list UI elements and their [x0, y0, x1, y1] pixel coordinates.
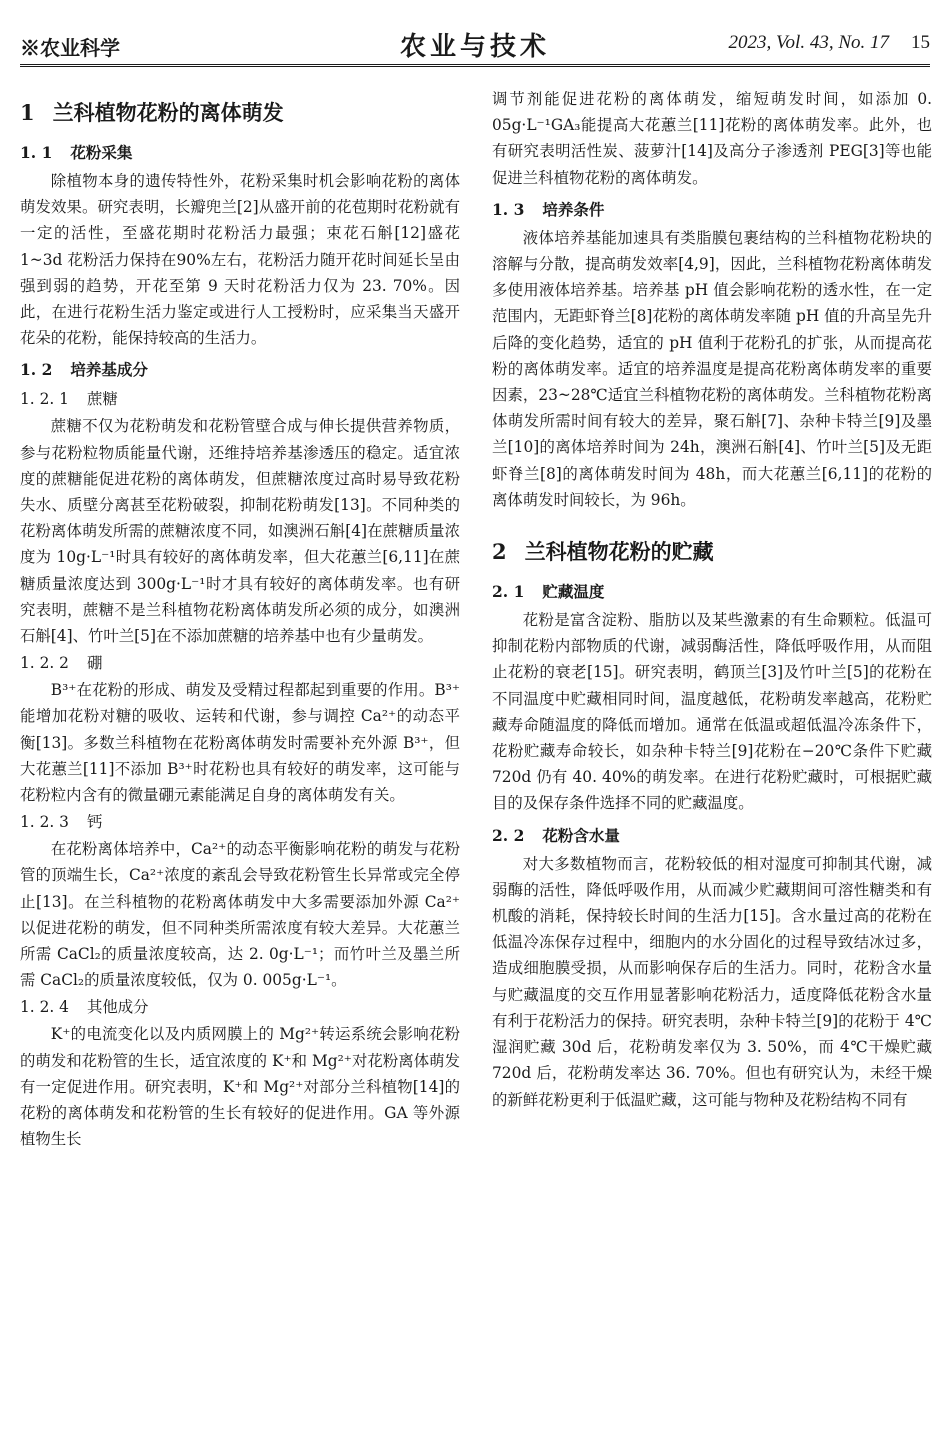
subsubsection-number: 1. 2. 2 — [20, 654, 69, 673]
page-number: 15 — [911, 32, 930, 53]
subsection-title: 花粉含水量 — [542, 825, 620, 845]
paragraph: 花粉是富含淀粉、脂肪以及某些激素的有生命颗粒。低温可抑制花粉内部物质的代谢，减弱酶活性，降低呼吸作用，从而阻止花粉的衰老[15]。研究表明，鹤顶兰[3]及竹叶兰[5]的花粉在不同温度中贮藏相同时间，温度越低，花粉萌发率越高，花粉贮藏寿命随温度的降低而增加。通常在低温或超低温冷冻条件下，花粉贮藏寿命较长，如杂种卡特兰[9]花粉在−20℃条件下贮藏 720d 仍有 40. 40%的萌发率。在进行花粉贮藏时，可根据贮藏目的及保存条件选择不同的贮藏温度。 — [492, 611, 932, 813]
subsubsection-title: 蔗糖 — [86, 390, 118, 409]
subsection-heading-1-1 — [20, 138, 460, 168]
subsubsection-heading-1-2-4 — [20, 993, 460, 1021]
paragraph: 对大多数植物而言，花粉较低的相对湿度可抑制其代谢，减弱酶的活性，降低呼吸作用，从而减少贮藏期间可溶性糖类和有机酸的消耗，保持较长时间的生活力[15]。含水量过高的花粉在低温冷冻保存过程中，细胞内的水分固化的过程导致结冰过多，造成细胞膜受损，从而影响保存后的生活力。同时，花粉含水量与贮藏温度的交互作用显著影响花粉活力，适度降低花粉含水量有利于花粉活力的保持。研究表明，杂种卡特兰[9]的花粉于 4℃湿润贮藏 30d 后，花粉萌发率仅为 3. 50%，而 4℃干燥贮藏 720d 后，花粉萌发率达 36. 70%。但也有研究认为，未经干燥的新鲜花粉更利于低温贮藏，这可能与物种及花粉结构不同有 — [492, 854, 932, 1109]
subsubsection-number: 1. 2. 1 — [20, 390, 69, 409]
issue-text: 2023, Vol. 43, No. 17 — [728, 32, 889, 53]
subsubsection-title: 其他成分 — [86, 998, 149, 1017]
subsection-heading-1-2 — [20, 355, 460, 385]
subsection-heading-2-2 — [492, 821, 932, 851]
section-heading-2 — [492, 535, 932, 569]
subsubsection-heading-1-2-1 — [20, 385, 460, 413]
paragraph-continued: 调节剂能促进花粉的离体萌发，缩短萌发时间，如添加 0. 05g·L⁻¹GA₃能提高大花蕙兰[11]花粉的离体萌发率。此外，也有研究表明活性炭、菠萝汁[14]及高分子渗透剂 PEG[3]等也能促进兰科植物花粉的离体萌发。 — [492, 90, 932, 187]
subsection-heading-1-3 — [492, 195, 932, 225]
subsection-heading-2-1 — [492, 577, 932, 607]
running-header — [20, 26, 930, 62]
subsection-title: 培养基成分 — [70, 360, 148, 380]
subsection-title: 贮藏温度 — [542, 582, 605, 602]
subsection-number: 1. 1 — [20, 143, 53, 162]
header-rule — [20, 64, 930, 67]
subsubsection-title: 硼 — [86, 654, 103, 673]
subsection-title: 培养条件 — [542, 199, 605, 219]
paragraph: B³⁺在花粉的形成、萌发及受精过程都起到重要的作用。B³⁺能增加花粉对糖的吸收、运转和代谢，参与调控 Ca²⁺的动态平衡[13]。多数兰科植物在花粉离体萌发时需要补充外源 B³⁺，但大花蕙兰[11]不添加 B³⁺时花粉也具有较好的萌发率，这可能与花粉粒内含有的微量硼元素能满足自身的离体萌发有关。 — [20, 681, 460, 805]
section-title: 兰科植物花粉的贮藏 — [524, 539, 714, 565]
paragraph: K⁺的电流变化以及内质网膜上的 Mg²⁺转运系统会影响花粉的萌发和花粉管的生长，适宜浓度的 K⁺和 Mg²⁺对花粉离体萌发有一定促进作用。研究表明，K⁺和 Mg²⁺对部分兰科植物[14]的花粉的离体萌发和花粉管的生长有较好的促进作用。GA 等外源植物生长 — [20, 1025, 460, 1149]
header-section-label: ※农业科学 — [20, 36, 120, 60]
header-issue-info — [729, 32, 930, 54]
subsubsection-title: 钙 — [86, 813, 103, 832]
subsubsection-heading-1-2-2 — [20, 649, 460, 677]
paragraph: 液体培养基能加速具有类脂膜包裹结构的兰科植物花粉块的溶解与分散，提高萌发效率[4,9]，因此，兰科植物花粉离体萌发多使用液体培养基。培养基 pH 值会影响花粉的透水性，在一定范围内，无距虾脊兰[8]花粉的离体萌发率随 pH 值的升高呈先升后降的变化趋势，适宜的 pH 值利于花粉孔的扩张，从而提高花粉的离体萌发率。适宜的培养温度是提高花粉离体萌发率的重要因素，23~28℃适宜兰科植物花粉的离体萌发。兰科植物花粉离体萌发所需时间有较大的差异，聚石斛[7]、杂种卡特兰[9]及墨兰[10]的离体培养时间为 24h，澳洲石斛[4]、竹叶兰[5]及无距虾脊兰[8]的离体萌发时间为 48h，而大花蕙兰[6,11]的花粉的离体萌发时间较长，为 96h。 — [492, 228, 932, 509]
spacer — [492, 513, 932, 525]
subsection-number: 1. 3 — [492, 199, 525, 219]
subsection-title: 花粉采集 — [70, 143, 133, 162]
subsection-number: 2. 2 — [492, 825, 525, 845]
journal-title: 农业与技术 — [399, 32, 550, 62]
paragraph: 除植物本身的遗传特性外，花粉采集时机会影响花粉的离体萌发效果。研究表明，长瓣兜兰[2]从盛开前的花苞期时花粉就有一定的活性，至盛花期时花粉活力最强；束花石斛[12]盛花 1~3d 花粉活力保持在90%左右，花粉活力随开花时间延长呈由强到弱的趋势，开花至第 9 天时花粉活力仅为 23. 70%。因此，在进行花粉生活力鉴定或进行人工授粉时，应采集当天盛开花朵的花粉，能保持较高的生活力。 — [20, 172, 460, 348]
subsubsection-number: 1. 2. 4 — [20, 998, 69, 1017]
subsubsection-number: 1. 2. 3 — [20, 813, 69, 832]
section-number: 1 — [20, 100, 35, 125]
paragraph: 蔗糖不仅为花粉萌发和花粉管壁合成与伸长提供营养物质，参与花粉粒物质能量代谢，还维持培养基渗透压的稳定。适宜浓度的蔗糖能促进花粉的离体萌发，但蔗糖浓度过高时易导致花粉失水、质壁分离甚至花粉破裂，抑制花粉萌发[13]。不同种类的花粉离体萌发所需的蔗糖浓度不同，如澳洲石斛[4]在蔗糖质量浓度为 10g·L⁻¹时具有较好的离体萌发率，但大花蕙兰[6,11]在蔗糖质量浓度达到 300g·L⁻¹时才具有较好的离体萌发率。也有研究表明，蔗糖不是兰科植物花粉离体萌发所必须的成分，如澳洲石斛[4]、竹叶兰[5]在不添加蔗糖的培养基中也有少量萌发。 — [20, 417, 460, 646]
left-column — [20, 86, 460, 1153]
section-heading-1 — [20, 96, 460, 130]
paragraph: 在花粉离体培养中，Ca²⁺的动态平衡影响花粉的萌发与花粉管的顶端生长，Ca²⁺浓度的紊乱会导致花粉管生长异常或完全停止[13]。在兰科植物的花粉离体萌发中大多需要添加外源 Ca²⁺以促进花粉的萌发，但不同种类所需浓度有较大差异。大花蕙兰所需 CaCl₂的质量浓度较高，达 2. 0g·L⁻¹；而竹叶兰及墨兰所需 CaCl₂的质量浓度较低，仅为 0. 005g·L⁻¹。 — [20, 840, 460, 990]
section-number: 2 — [492, 539, 507, 565]
subsubsection-heading-1-2-3 — [20, 808, 460, 836]
section-title: 兰科植物花粉的离体萌发 — [52, 100, 284, 125]
subsection-number: 2. 1 — [492, 582, 525, 602]
subsection-number: 1. 2 — [20, 360, 53, 380]
right-column — [492, 86, 932, 1113]
